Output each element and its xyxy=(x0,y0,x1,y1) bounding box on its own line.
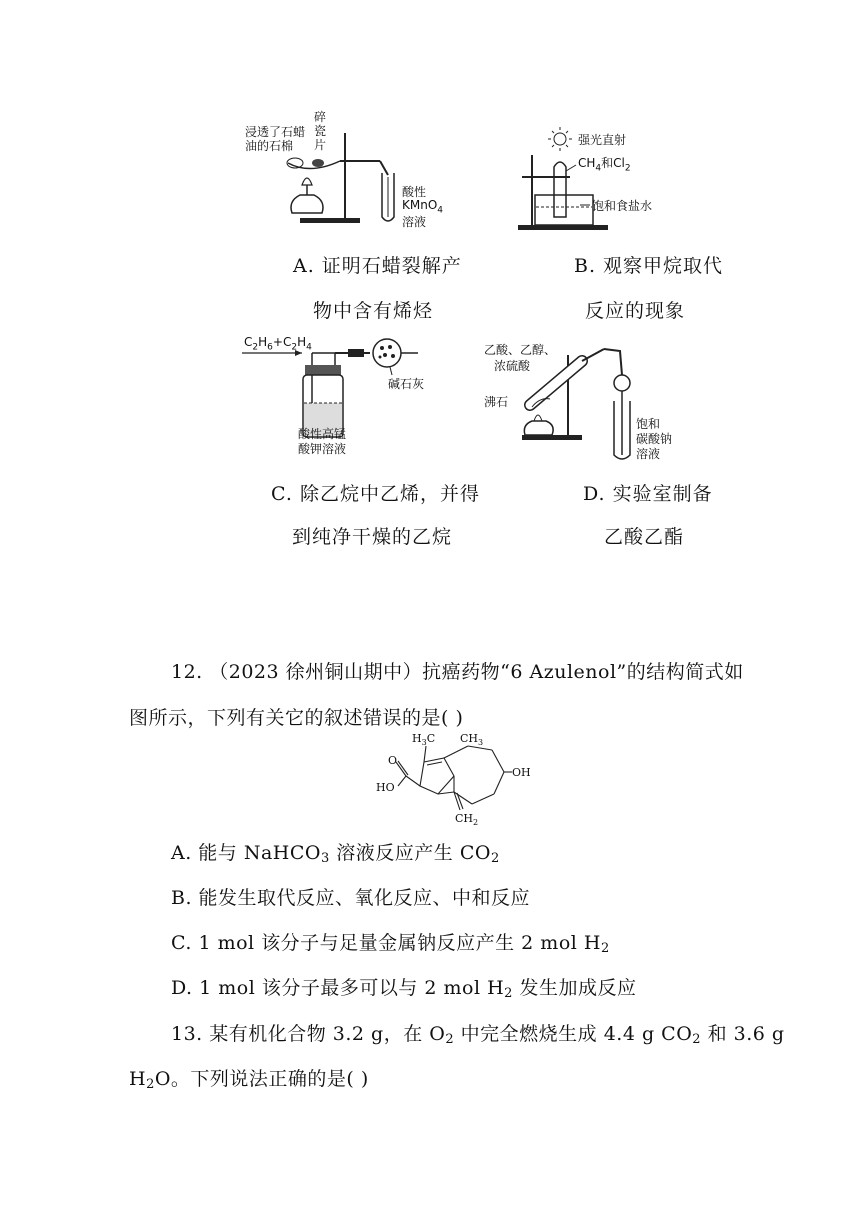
label-kmno4-1: 酸性高锰 xyxy=(298,427,347,441)
label-paraffin-2: 油的石棉 xyxy=(245,139,294,153)
label-porcelain-1: 碎 xyxy=(314,110,327,124)
label-reagents-2: 浓硫酸 xyxy=(494,359,531,373)
label-acidic: 酸性 xyxy=(402,185,427,199)
q13-line1: 13. 某有机化合物 3.2 g，在 $O_2$ 中完全燃烧生成 4.4 g $CO_2$ 和 3.6 g xyxy=(171,1023,785,1047)
q12-stem-line2: 图所示，下列有关它的叙述错误的是( ) xyxy=(129,707,464,729)
caption-d-line1: D. 实验室制备 xyxy=(583,483,713,505)
caption-b-line1: B. 观察甲烷取代 xyxy=(574,255,724,277)
caption-d-line2: 乙酸乙酯 xyxy=(604,526,685,548)
label-ho: HO xyxy=(376,781,395,794)
caption-b-line2: 反应的现象 xyxy=(585,300,686,322)
azulenol-structure xyxy=(372,732,532,828)
label-brine: 饱和食盐水 xyxy=(592,199,653,213)
label-solution: 溶液 xyxy=(402,215,427,229)
azulenol-skeleton xyxy=(372,732,532,828)
figure-c xyxy=(240,335,430,460)
q13-line2: $H_2O$。下列说法正确的是( ) xyxy=(129,1068,369,1092)
figure-a xyxy=(240,105,460,235)
label-h3c: $H_3C$ xyxy=(412,732,436,748)
label-ch3: $CH_3$ xyxy=(460,732,484,748)
caption-c-line2: 到纯净干燥的乙烷 xyxy=(292,526,453,548)
label-na2co3-2: 碳酸钠 xyxy=(636,432,673,446)
label-kmno4-2: 酸钾溶液 xyxy=(298,442,347,456)
label-reagents-1: 乙酸、乙醇、 xyxy=(484,343,557,357)
label-na2co3-1: 饱和 xyxy=(636,417,661,431)
label-paraffin-1: 浸透了石蜡 xyxy=(245,125,306,139)
label-o: O xyxy=(388,754,398,767)
label-ch2: $CH_2$ xyxy=(455,812,479,828)
label-strong-light: 强光直射 xyxy=(578,133,627,147)
q12-option-c: C. 1 mol 该分子与足量金属钠反应产生 2 mol $H_2$ xyxy=(171,932,610,956)
label-kmno4: KMnO$_4$ xyxy=(402,198,444,216)
label-boiling-chips: 沸石 xyxy=(484,395,509,409)
q12-stem-line1: 12. （2023 徐州铜山期中）抗癌药物“6 Azulenol”的结构简式如 xyxy=(171,661,744,683)
q12-option-b: B. 能发生取代反应、氧化反应、中和反应 xyxy=(171,887,531,909)
q12-option-a: A. 能与 NaHCO$_3$ 溶液反应产生 $CO_2$ xyxy=(171,842,500,866)
q12-option-d: D. 1 mol 该分子最多可以与 2 mol $H_2$ 发生加成反应 xyxy=(171,977,637,1001)
caption-a-line1: A. 证明石蜡裂解产 xyxy=(293,255,462,277)
label-soda-lime: 碱石灰 xyxy=(388,377,425,391)
caption-a-line2: 物中含有烯烃 xyxy=(313,300,434,322)
label-porcelain-3: 片 xyxy=(314,138,327,152)
label-gas-mixture: $C_2H_6+C_2H_4$ xyxy=(244,335,312,353)
label-na2co3-3: 溶液 xyxy=(636,447,661,461)
label-ch4-cl2: $CH_4$和$Cl_2$ xyxy=(578,156,631,174)
label-oh: OH xyxy=(512,766,531,779)
caption-c-line1: C. 除乙烷中乙烯，并得 xyxy=(271,483,480,505)
label-porcelain-2: 瓷 xyxy=(314,124,327,138)
figure-b xyxy=(510,125,680,237)
figure-d xyxy=(480,335,690,465)
